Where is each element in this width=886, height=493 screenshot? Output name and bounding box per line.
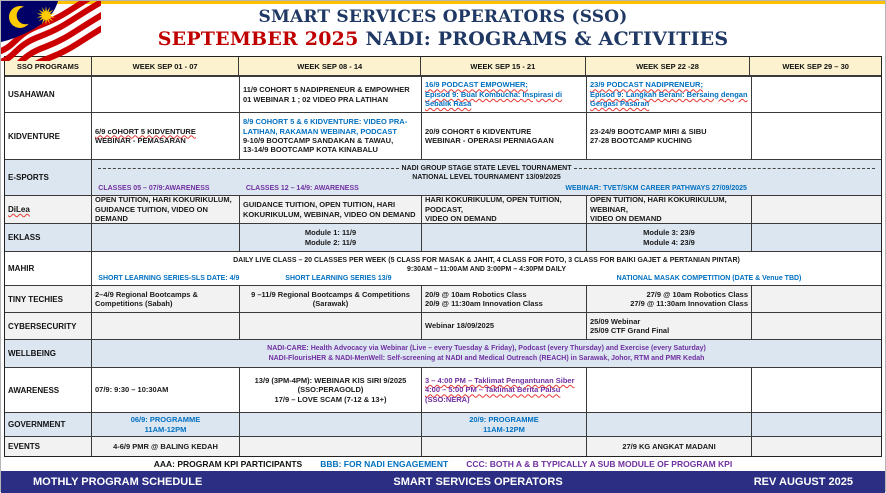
cell-line: (SSO:PERAGOLD)	[297, 385, 364, 395]
cell-line: KOKURIKULUM, WEBINAR, VIDEO ON DEMAND	[243, 209, 416, 219]
cell-week1	[91, 196, 239, 223]
program-label: MAHIR	[8, 264, 35, 273]
cell-week2	[239, 413, 421, 436]
cell-line: 4:00 – 5:00 PM – Taklimat Berita Palsu	[425, 385, 561, 395]
cell-week3	[421, 224, 586, 251]
cell-week2	[239, 196, 421, 223]
cell-line: 27-28 BOOTCAMP KUCHING	[590, 136, 692, 145]
cell-week4	[586, 286, 751, 312]
cell-line: WEBINAR - OPERASI PERNIAGAAN	[425, 136, 554, 145]
subtitle-rest: NADI: PROGRAMS & ACTIVITIES	[365, 28, 729, 50]
span-cell	[91, 340, 881, 367]
row-dilea	[5, 195, 881, 223]
cell-line: CLASSES 05 – 07/9:AWARENESS	[98, 185, 210, 192]
cell-line: 25/09 CTF Grand Final	[590, 326, 670, 335]
malaysia-flag	[1, 1, 101, 61]
program-label: AWARENESS	[8, 385, 60, 395]
program-label: GOVERNMENT	[8, 420, 66, 429]
cell-line: 6/9 cOHORT 5 KIDVENTURE	[95, 126, 196, 136]
cell-line: NATIONAL LEVEL TOURNAMENT 13/09/2025	[412, 174, 561, 182]
cell-line: VIDEO ON DEMAND	[425, 214, 497, 223]
footer-left: MOTHLY PROGRAM SCHEDULE	[33, 476, 203, 488]
program-label: WELLBEING	[8, 349, 56, 358]
cell-week1	[91, 313, 239, 339]
row-government	[5, 412, 881, 436]
malaysia-flag-graphic	[1, 1, 101, 61]
week-column-header: WEEK SEP 15 - 21	[420, 57, 585, 75]
cell-line: NADI-FlourisHER & NADI-MenWell: Self-screening at NADI and Medical Outreach (REACH) in Sarawak, Johor, RTM and PMR Kedah	[268, 354, 705, 362]
cell-line: 3 – 4:00 PM – Taklimat Pengantunan Siber	[425, 375, 575, 385]
cell-line: 07/9: 9:30 – 10:30AM	[95, 385, 169, 395]
cell-week1	[91, 368, 239, 412]
cell-line: 4-6/9 PMR @ BALING KEDAH	[113, 441, 218, 451]
cell-line: OPEN TUITION, HARI KOKURIKULUM, WEBINAR,	[590, 196, 727, 214]
cell-line: 20/9: PROGRAMME	[469, 415, 539, 425]
cell-week4	[586, 368, 751, 412]
cell-line: 17/9 – LOVE SCAM (7-12 & 13+)	[274, 394, 387, 404]
cell-week4	[586, 313, 751, 339]
cell-week1	[91, 413, 239, 436]
legend-row	[1, 457, 885, 471]
cell-week2	[239, 437, 421, 456]
span-bottom-row	[92, 274, 881, 284]
cell-line: 11/9 COHORT 5 NADIPRENEUR & EMPOWHER	[243, 85, 410, 95]
cell-line: (Sarawak)	[312, 299, 349, 308]
cell-week5	[751, 437, 883, 456]
cell-week3	[421, 313, 586, 339]
footer-center: SMART SERVICES OPERATORS	[393, 476, 563, 488]
cell-line: Competitions (Sabah)	[95, 299, 173, 308]
cell-week3	[421, 286, 586, 312]
cell-week3	[421, 437, 586, 456]
cell-line: 23-24/9 BOOTCAMP MIRI & SIBU	[590, 126, 707, 136]
row-awareness	[5, 367, 881, 412]
cell-week3	[421, 113, 586, 159]
cell-week5	[751, 286, 883, 312]
cell-week3	[421, 196, 586, 223]
cell-week4	[586, 113, 751, 159]
cell-line: HARI KOKURIKULUM, OPEN TUITION, PODCAST,	[425, 196, 562, 214]
cell-week5	[751, 368, 883, 412]
legend-ccc: CCC: BOTH A & B TYPICALLY A SUB MODULE OF PROGRAM KPI	[466, 459, 733, 469]
cell-week4	[586, 196, 751, 223]
legend-bbb: BBB: FOR NADI ENGAGEMENT	[320, 459, 449, 469]
cell-week2	[239, 286, 421, 312]
span-bottom-row	[92, 184, 881, 194]
week-column-header: WEEK SEP 01 - 07	[91, 57, 239, 75]
cell-line: Module 4: 23/9	[643, 237, 695, 247]
cell-line: 8/9 COHORT 5 & 6 KIDVENTURE: VIDEO PRA-	[243, 117, 408, 127]
cell-line: LATIHAN, RAKAMAN WEBINAR, PODCAST	[243, 126, 398, 136]
cell-week5	[751, 77, 883, 112]
subtitle-month: SEPTEMBER 2025	[157, 28, 359, 50]
row-events	[5, 436, 881, 456]
cell-line: 27/9 KG ANGKAT MADANI	[622, 441, 716, 451]
cell-week5	[751, 113, 883, 159]
cell-line: Module 2: 11/9	[304, 237, 357, 247]
cell-line: Sebalik Rasa	[425, 99, 472, 109]
table-header-row	[5, 57, 881, 76]
row-tiny-techies	[5, 285, 881, 312]
cell-line: 16/9 PODCAST EMPOWHER;	[425, 80, 528, 90]
cell-line: WEBINAR - PEMASARAN	[95, 136, 186, 145]
cell-week4	[586, 77, 751, 112]
programs-column-header: SSO PROGRAMS	[16, 61, 79, 71]
cell-line: 06/9: PROGRAMME	[130, 415, 201, 425]
cell-line: 27/9 @ 11:30am Innovation Class	[630, 299, 748, 308]
cell-line: (SSO:NERA)	[425, 394, 470, 404]
footer-bar	[1, 471, 885, 493]
cell-line: 13-14/9 BOOTCAMP KOTA KINABALU	[243, 145, 378, 155]
cell-week1	[91, 113, 239, 159]
span-cell	[91, 252, 881, 285]
row-e-sports	[5, 159, 881, 195]
cell-line: WEBINAR: TVET/SKM CAREER PATHWAYS 27/09/2025	[565, 185, 747, 192]
cell-line: 9-10/9 BOOTCAMP SANDAKAN & TAWAU,	[243, 136, 394, 145]
cell-line: 20/9 COHORT 6 KIDVENTURE	[425, 126, 532, 136]
cell-line: 13/9 (3PM-4PM): WEBINAR KIS SIRI 9/2025	[254, 375, 407, 385]
cell-line: CLASSES 12 – 14/9: AWARENESS	[245, 185, 359, 192]
cell-line: Module 3: 23/9	[643, 228, 695, 238]
cell-line: Module 1: 11/9	[304, 228, 357, 238]
cell-line: 01 WEBINAR 1 ; 02 VIDEO PRA LATIHAN	[243, 94, 389, 104]
cell-line: Gergasi Pasaran	[590, 99, 650, 109]
cell-week4	[586, 437, 751, 456]
program-label: KIDVENTURE	[8, 131, 61, 141]
page-subtitle	[1, 28, 885, 50]
cell-line: 20/9 @ 10am Robotics Class	[425, 289, 527, 299]
cell-line: GUIDANCE TUITION, VIDEO ON DEMAND	[95, 204, 208, 223]
row-eklass	[5, 223, 881, 251]
cell-week2	[239, 368, 421, 412]
cell-line: OPEN TUITION, HARI KOKURIKULUM,	[95, 196, 232, 205]
cell-week4	[586, 224, 751, 251]
cell-week5	[751, 413, 883, 436]
title-block	[1, 4, 885, 56]
week-column-header: WEEK SEP 08 - 14	[238, 57, 420, 75]
week-column-header: WEEK SEP 29 – 30	[749, 57, 881, 75]
cell-line: 27/9 @ 10am Robotics Class	[646, 289, 748, 299]
cell-line: SHORT LEARNING SERIES 13/9	[285, 275, 392, 282]
cell-line: 9:30AM – 11:00AM AND 3:00PM – 4:30PM DAILY	[407, 266, 566, 274]
cell-week1	[91, 77, 239, 112]
cell-line: 2–4/9 Regional Bootcamps &	[95, 289, 198, 299]
cell-line: 23/9 PODCAST NADIPRENEUR;	[590, 80, 703, 90]
cell-week3	[421, 368, 586, 412]
cell-week2	[239, 224, 421, 251]
cell-line: 9 –11/9 Regional Bootcamps & Competitions	[251, 289, 410, 299]
cell-line: SHORT LEARNING SERIES-SLS DATE: 4/9	[98, 275, 240, 282]
row-kidventure	[5, 112, 881, 159]
cell-week2	[239, 113, 421, 159]
week-column-header: WEEK SEP 22 -28	[585, 57, 750, 75]
program-label: EVENTS	[8, 442, 41, 451]
cell-line: 11AM-12PM	[483, 424, 525, 434]
cell-line: GUIDANCE TUITION, OPEN TUITION, HARI	[243, 200, 396, 210]
program-label: E-SPORTS	[8, 173, 49, 182]
cell-line: DAILY LIVE CLASS – 20 CLASSES PER WEEK (5 CLASS FOR MASAK & JAHIT, 4 CLASS FOR FOTO, 3 CLASS FOR BAIKI GAJET & PERTANIAN PINTAR)	[233, 257, 740, 264]
page-title: SMART SERVICES OPERATORS (SSO)	[258, 7, 628, 27]
cell-line: NADI GROUP STAGE STATE LEVEL TOURNAMENT	[401, 165, 572, 172]
cell-week5	[751, 313, 883, 339]
cell-line: 20/9 @ 11:30am Innovation Class	[425, 299, 543, 308]
row-wellbeing	[5, 339, 881, 367]
cell-line: VIDEO ON DEMAND	[590, 214, 662, 223]
cell-week3	[421, 77, 586, 112]
row-usahawan	[5, 76, 881, 112]
cell-line: Episod 9: Bual Kombucha: Inspirasi di	[425, 89, 563, 99]
cell-week1	[91, 437, 239, 456]
row-mahir	[5, 251, 881, 285]
program-label: CYBERSECURITY	[8, 321, 77, 331]
cell-line: 25/09 Webinar	[590, 316, 641, 326]
cell-line: NATIONAL MASAK COMPETITION (DATE & Venue TBD)	[616, 275, 802, 282]
program-label: USAHAWAN	[8, 90, 55, 99]
cell-week5	[751, 224, 883, 251]
cell-week3	[421, 413, 586, 436]
cell-week4	[586, 413, 751, 436]
footer-right: REV AUGUST 2025	[753, 476, 853, 488]
program-label: EKLASS	[8, 233, 41, 242]
cell-week2	[239, 313, 421, 339]
cell-line: Episod 9: Langkah Berani: Bersaing dengan	[590, 89, 748, 99]
cell-line: Webinar 18/09/2025	[425, 321, 495, 331]
cell-line: NADI-CARE: Health Advocacy via Webinar (Live – every Tuesday & Friday), Podcast (every Thursday) and Exercise (every Saturday)	[267, 345, 706, 353]
legend-aaa: AAA: PROGRAM KPI PARTICIPANTS	[153, 459, 303, 469]
cell-week5	[751, 196, 883, 223]
cell-line: 11AM-12PM	[144, 424, 187, 434]
program-label: DiLea	[8, 205, 30, 214]
cell-week2	[239, 77, 421, 112]
schedule-table	[4, 56, 882, 457]
program-label: TINY TECHIES	[8, 294, 63, 304]
span-cell	[91, 160, 881, 195]
cell-week1	[91, 224, 239, 251]
row-cybersecurity	[5, 312, 881, 339]
cell-week1	[91, 286, 239, 312]
